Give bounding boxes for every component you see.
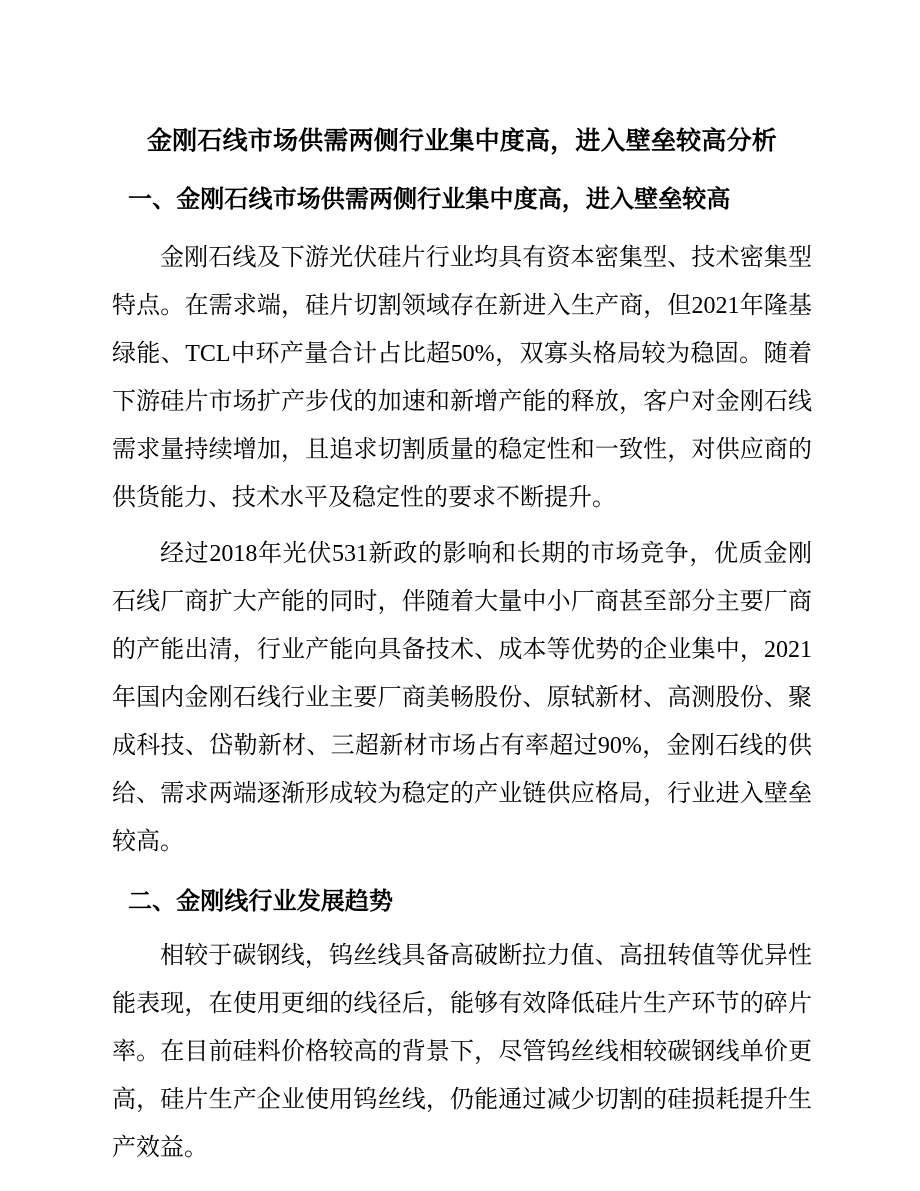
section-heading-1: 一、金刚石线市场供需两侧行业集中度高，进入壁垒较高 [128,187,731,213]
section-2-paragraph-1: 相较于碳钢线，钨丝线具备高破断拉力值、高扭转值等优异性能表现，在使用更细的线径后，能够有效降低硅片生产环节的碎片率。在目前硅料价格较高的背景下，尽管钨丝线相较碳钢线单价更高，硅片生产企业使用钨丝线，仍能通过减少切割的硅损耗提升生产效益。 [112,943,812,1161]
document-content [112,0,812,1172]
heading-2-top-spacer [112,866,812,878]
paragraph-spacer-1 [112,522,812,530]
section-1-paragraph-1: 金刚石线及下游光伏硅片行业均具有资本密集型、技术密集型特点。在需求端，硅片切割领域存在新进入生产商，但2021年隆基绿能、TCL中环产量合计占比超50%，双寡头格局较为稳固。随着下游硅片市场扩产步伐的加速和新增产能的释放，客户对金刚石线需求量持续增加，且追求切割质量的稳定性和一致性，对供应商的供货能力、技术水平及稳定性的要求不断提升。 [112,245,812,511]
heading-1-bottom-spacer [112,224,812,234]
section-heading-2: 二、金刚线行业发展趋势 [128,889,394,915]
section-1-paragraph-2: 经过2018年光伏531新政的影响和长期的市场竞争，优质金刚石线厂商扩大产能的同时，伴随着大量中小厂商甚至部分主要厂商的产能出清，行业产能向具备技术、成本等优势的企业集中，2021年国内金刚石线行业主要厂商美畅股份、原轼新材、高测股份、聚成科技、岱勒新材、三超新材市场占有率超过90%，金刚石线的供给、需求两端逐渐形成较为稳定的产业链供应格局，行业进入壁垒较高。 [112,541,812,855]
top-margin-spacer [112,0,812,118]
page-title: 金刚石线市场供需两侧行业集中度高，进入壁垒较高分析 [146,128,777,155]
title-bottom-spacer [112,166,812,176]
